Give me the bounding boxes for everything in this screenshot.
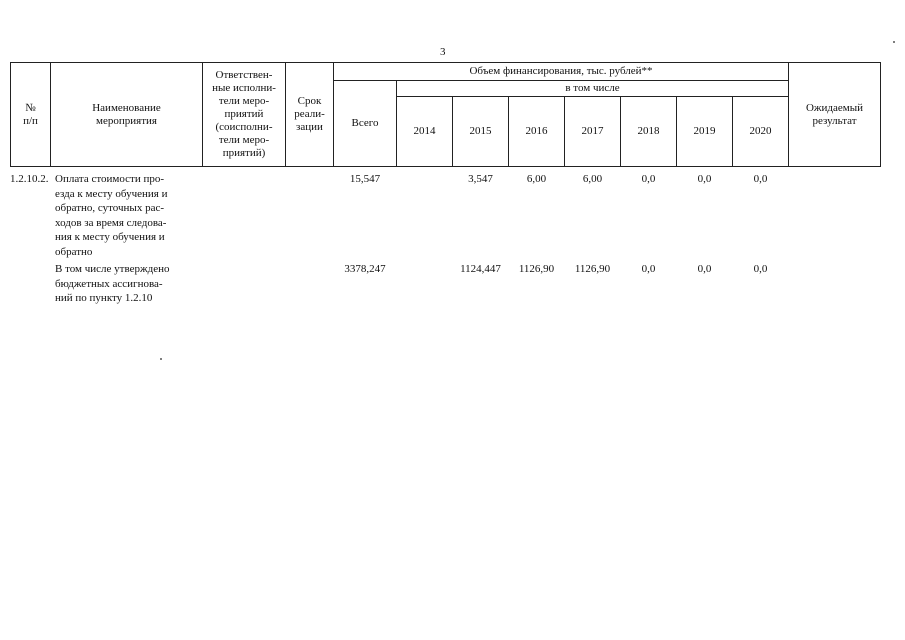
cell-value: 3,547 (468, 173, 493, 185)
description-line: ния к месту обучения и (55, 231, 165, 243)
cell-value: 0,0 (641, 263, 656, 275)
description-line: В том числе утверждено (55, 263, 170, 275)
cell-total: 15,547 (349, 173, 381, 185)
header-including: в том числе (396, 80, 789, 97)
row-description (55, 262, 199, 306)
header-year: 2014 (396, 96, 453, 167)
description-line: Оплата стоимости про- (55, 173, 165, 185)
header-year: 2017 (564, 96, 621, 167)
page-number: 3 (440, 46, 446, 58)
description-line: обратно (55, 245, 93, 258)
cell-value: 1124,447 (460, 263, 501, 275)
cell-value: 6,00 (526, 173, 547, 185)
header-responsible: Ответствен- ные исполни- тели меро- приятий (соисполни- тели меро- приятий) (202, 62, 286, 167)
cell-value: 1126,90 (518, 263, 555, 275)
description-line: езда к месту обучения и (55, 187, 168, 200)
cell-value: 0,0 (641, 173, 656, 185)
cell-value: 0,0 (697, 173, 712, 185)
header-total: Всего (333, 80, 397, 167)
header-name: Наименование мероприятия (50, 62, 203, 167)
header-funding: Объем финансирования, тыс. рублей** (333, 62, 789, 81)
scan-speck (893, 41, 895, 43)
cell-value: 1126,90 (574, 263, 611, 275)
header-num: № п/п (10, 62, 51, 167)
cell-value: 0,0 (753, 263, 768, 275)
row-number: 1.2.10.2. (10, 173, 49, 185)
cell-value: 0,0 (753, 173, 768, 185)
description-line: обратно, суточных рас- (55, 202, 164, 214)
header-year: 2020 (732, 96, 789, 167)
header-year: 2015 (452, 96, 509, 167)
row-description (55, 172, 199, 259)
cell-total: 3378,247 (344, 263, 386, 275)
header-result: Ожидаемый результат (788, 62, 881, 167)
cell-value: 0,0 (697, 263, 712, 275)
header-year: 2019 (676, 96, 733, 167)
header-term: Срок реали- зации (285, 62, 334, 167)
header-year: 2018 (620, 96, 677, 167)
header-year: 2016 (508, 96, 565, 167)
description-line: ний по пункту 1.2.10 (55, 292, 153, 304)
cell-value: 6,00 (582, 173, 603, 185)
description-line: бюджетных ассигнова- (55, 277, 163, 290)
scan-speck (160, 358, 162, 360)
description-line: ходов за время следова- (55, 216, 167, 229)
